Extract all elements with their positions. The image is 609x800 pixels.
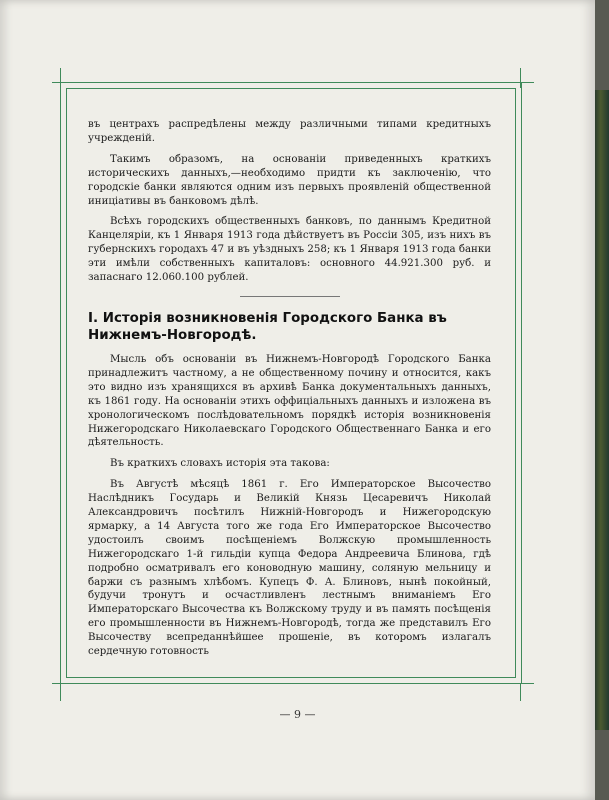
- book-cover-edge: [595, 0, 609, 90]
- book-cover-edge: [595, 730, 609, 800]
- frame-corner-tick: [520, 68, 521, 88]
- section-heading: I. Исторія возникновенія Городского Банка въ Нижнемъ-Новгородѣ.: [88, 310, 447, 343]
- frame-corner-tick: [52, 82, 66, 83]
- page-text-block: [88, 118, 491, 678]
- frame-corner-tick: [520, 82, 534, 83]
- paragraph: Всѣхъ городскихъ общественныхъ банковъ, по даннымъ Кредитной Канцеляріи, къ 1 Января 1913 года дѣйствуетъ въ Россіи 305, изъ нихъ въ губернскихъ городахъ 47 и въ уѣздныхъ 258; къ 1 Января 1913 года банки эти имѣли собственныхъ капиталовъ: основного 44.921.300 руб. и запаснаго 12.060.100 рублей.: [88, 216, 491, 284]
- paragraph: въ центрахъ распредѣлены между различными типами кредитныхъ учрежденій.: [88, 119, 491, 144]
- frame-corner-tick: [60, 683, 61, 701]
- frame-corner-tick: [60, 68, 61, 88]
- paragraph: Такимъ образомъ, на основаніи приведенныхъ краткихъ историческихъ данныхъ,—необходимо придти къ заключенію, что городскіе банки являются одним изъ первыхъ проявленій общественной иниціативы въ банковомъ дѣлѣ.: [88, 153, 491, 207]
- section-divider: [240, 296, 340, 297]
- page-number: — 9 —: [279, 708, 316, 721]
- paragraph: Въ Августѣ мѣсяцѣ 1861 г. Его Императорское Высочество Наслѣдникъ Государь и Великій Князь Цесаревичъ Николай Александровичъ посѣтилъ Нижній-Новгородъ и Нижегородскую ярмарку, а 14 Августа того же года Его Императорское Высочество удостоилъ своимъ посѣщеніемъ Волжскую промышленность Нижегородскаго 1-й гильдіи купца Федора Андреевича Блинова, гдѣ подробно осматривалъ его коноводную машину, соляную мельницу и баржи съ разнымъ хлѣбомъ. Купецъ Ф. А. Блиновъ, нынѣ покойный, будучи тронутъ и осчастливленъ лестнымъ вниманіемъ Его Императорскаго Высочества къ Волжскому труду и въ память посѣщенія его промышленности въ Нижнемъ-Новгородѣ, тогда же представилъ Его Высочеству всепреданнѣйшее прошеніе, въ которомъ излагалъ сердечную готовность: [88, 479, 491, 658]
- frame-corner-tick: [520, 683, 534, 684]
- paragraph: Мысль объ основаніи въ Нижнемъ-Новгородѣ Городского Банка принадлежитъ частному, а не общественному почину и относится, какъ это видно изъ хранящихся въ архивѣ Банка документальныхъ данныхъ, къ 1861 году. На основаніи этихъ оффиціальныхъ данныхъ и изложена въ хронологическомъ послѣдовательномъ порядкѣ исторія возникновенія Нижегородскаго Николаевскаго Городского Общественнаго Банка и его дѣятельность.: [88, 353, 491, 449]
- frame-corner-tick: [520, 683, 521, 701]
- book-cover-edge: [595, 90, 609, 730]
- frame-corner-tick: [52, 683, 66, 684]
- paragraph: Въ краткихъ словахъ исторія эта такова:: [110, 458, 330, 470]
